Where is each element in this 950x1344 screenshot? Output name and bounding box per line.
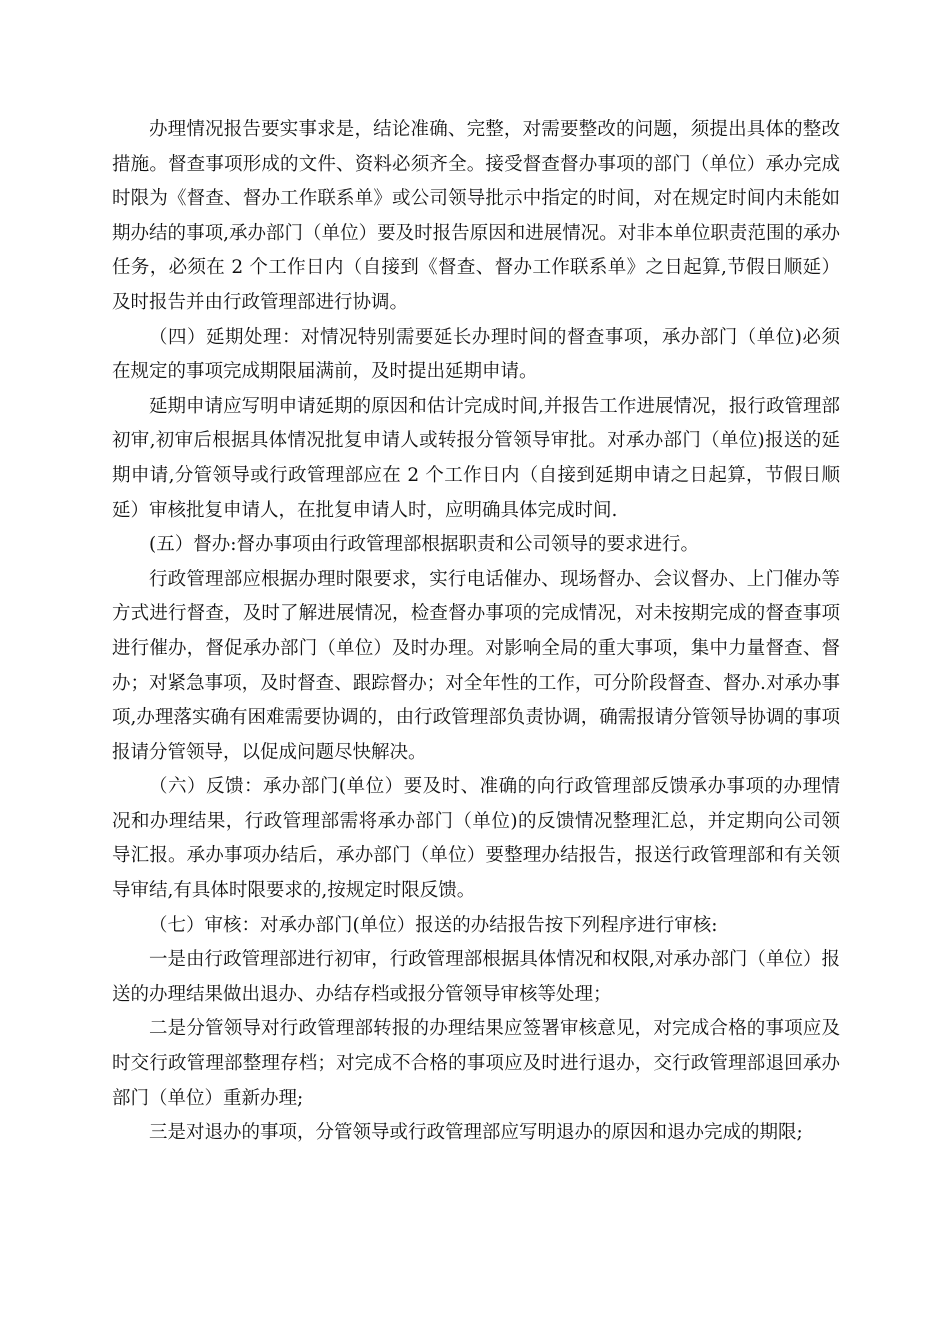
- paragraph-review: （七）审核：对承办部门(单位）报送的办结报告按下列程序进行审核:: [149, 914, 718, 936]
- paragraph-extension-handling: （四）延期处理：对情况特别需要延长办理时间的督查事项，承办部门（单位)必须在规定的事项完成期限届满前，及时提出延期申请。: [112, 326, 840, 383]
- paragraph-report-requirements: 办理情况报告要实事求是，结论准确、完整，对需要整改的问题，须提出具体的整改措施。督查事项形成的文件、资料必须齐全。接受督查督办事项的部门（单位）承办完成时限为《督查、督办工作联系单》或公司领导批示中指定的时间，对在规定时间内未能如期办结的事项,承办部门（单位）要及时报告原因和进展情况。对非本单位职责范围的承办任务，必须在 2 个工作日内（自接到《督查、督办工作联系单》之日起算,节假日顺延）及时报告并由行政管理部进行协调。: [112, 119, 840, 313]
- paragraph-review-step-1: 一是由行政管理部进行初审，行政管理部根据具体情况和权限,对承办部门（单位）报送的办理结果做出退办、办结存档或报分管领导审核等处理；: [112, 949, 840, 1005]
- paragraph-feedback: （六）反馈：承办部门(单位）要及时、准确的向行政管理部反馈承办事项的办理情况和办理结果，行政管理部需将承办部门（单位)的反馈情况整理汇总，并定期向公司领导汇报。承办事项办结后，承办部门（单位）要整理办结报告，报送行政管理部和有关领导审结,有具体时限要求的,按规定时限反馈。: [112, 776, 840, 902]
- paragraph-supervision-methods: 行政管理部应根据办理时限要求，实行电话催办、现场督办、会议督办、上门催办等方式进行督查，及时了解进展情况，检查督办事项的完成情况，对未按期完成的督查事项进行催办，督促承办部门（单位）及时办理。对影响全局的重大事项，集中力量督查、督办；对紧急事项，及时督查、跟踪督办；对全年性的工作，可分阶段督查、督办.对承办事项,办理落实确有困难需要协调的，由行政管理部负责协调，确需报请分管领导协调的事项报请分管领导，以促成问题尽快解决。: [112, 568, 840, 763]
- document-body: [112, 113, 840, 1151]
- paragraph-review-step-2: 二是分管领导对行政管理部转报的办理结果应签署审核意见，对完成合格的事项应及时交行政管理部整理存档；对完成不合格的事项应及时进行退办，交行政管理部退回承办部门（单位）重新办理;: [112, 1018, 840, 1109]
- paragraph-extension-application: 延期申请应写明申请延期的原因和估计完成时间,并报告工作进展情况，报行政管理部初审,初审后根据具体情况批复申请人或转报分管领导审批。对承办部门（单位)报送的延期申请,分管领导或行政管理部应在 2 个工作日内（自接到延期申请之日起算，节假日顺延）审核批复申请人，在批复申请人时，应明确具体完成时间.: [112, 395, 840, 521]
- paragraph-review-step-3: 三是对退办的事项，分管领导或行政管理部应写明退办的原因和退办完成的期限;: [149, 1122, 803, 1144]
- paragraph-supervision: (五）督办:督办事项由行政管理部根据职责和公司领导的要求进行。: [149, 534, 699, 556]
